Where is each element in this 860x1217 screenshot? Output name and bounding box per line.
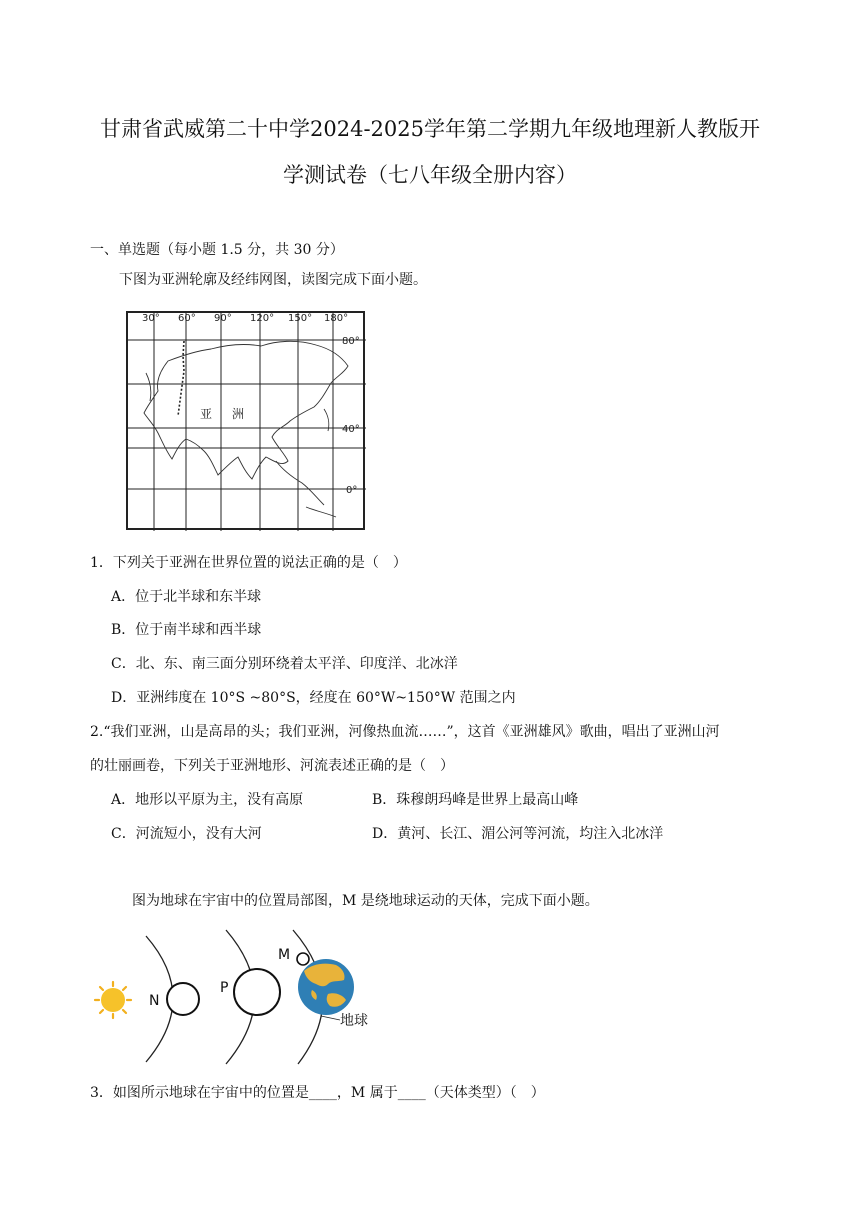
label-earth: 地球 [340,1013,368,1029]
question-1-stem: 1．下列关于亚洲在世界位置的说法正确的是（ ） [90,555,407,571]
sun-icon [95,982,131,1018]
earth-globe-icon [298,959,354,1015]
map-lat-label-0: 0° [346,485,358,496]
map-lat-label-40: 40° [342,424,360,435]
label-n: N [149,993,160,1009]
question-2-stem-line-2: 的壮丽画卷，下列关于亚洲地形、河流表述正确的是（ ） [90,758,454,774]
map-lon-label-150: 150° [288,313,313,324]
section-heading: 一、单选题（每小题 1.5 分，共 30 分） [90,242,344,258]
map-lon-label-120: 120° [250,313,275,324]
question-2-stem-line-1: 2.“我们亚洲，山是高昂的头；我们亚洲，河像热血流……”，这首《亚洲雄风》歌曲，唱出了亚洲山河 [90,724,720,740]
label-p: P [220,980,229,996]
map-lon-label-60: 60° [178,313,196,324]
label-m: M [278,947,291,963]
question-1-option-c: C．北、东、南三面分别环绕着太平洋、印度洋、北冰洋 [111,656,458,672]
exam-title-line-1: 甘肃省武威第二十中学2024-2025学年第二学期九年级地理新人教版开 [100,117,760,141]
earth-position-diagram [88,924,388,1068]
diagram-intro-text: 图为地球在宇宙中的位置局部图，M 是绕地球运动的天体，完成下面小题。 [132,893,599,909]
asia-graticule-map [126,311,366,531]
map-lat-label-80: 80° [342,336,360,347]
map-lon-label-90: 90° [214,313,232,324]
map-label-ya: 亚 [200,407,213,421]
exam-title-line-2: 学测试卷（七八年级全册内容） [283,163,577,187]
question-2-option-d: D．黄河、长江、湄公河等河流，均注入北冰洋 [372,826,664,842]
map-lon-label-30: 30° [142,313,160,324]
map-intro-text: 下图为亚洲轮廓及经纬网图，读图完成下面小题。 [119,272,427,288]
question-1-option-a: A．位于北半球和东半球 [111,589,262,605]
question-2-option-a: A．地形以平原为主，没有高原 [111,792,304,808]
question-2-option-b: B．珠穆朗玛峰是世界上最高山峰 [372,792,579,808]
map-lon-label-180: 180° [324,313,349,324]
question-3-stem: 3．如图所示地球在宇宙中的位置是____，M 属于____（天体类型）（ ） [90,1085,545,1101]
question-1-option-b: B．位于南半球和西半球 [111,622,262,638]
question-2-option-c: C．河流短小，没有大河 [111,826,262,842]
map-label-zhou: 洲 [232,407,245,421]
question-1-option-d: D．亚洲纬度在 10°S ~80°S，经度在 60°W~150°W 范围之内 [111,690,516,706]
